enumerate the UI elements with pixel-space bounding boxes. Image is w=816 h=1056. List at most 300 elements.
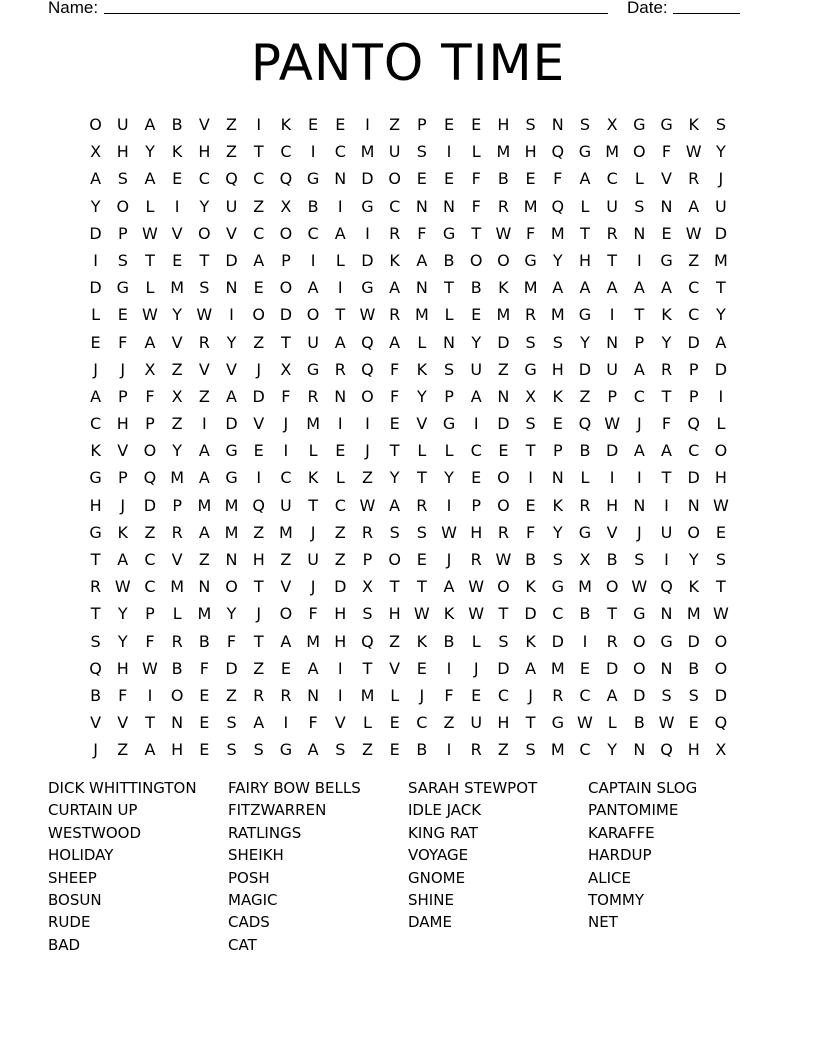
- grid-cell: O: [198, 223, 211, 243]
- grid-cell: M: [496, 142, 511, 162]
- grid-cell: C: [688, 305, 700, 325]
- word-list-item: BAD: [48, 935, 81, 954]
- grid-cell: K: [443, 604, 455, 624]
- grid-cell: D: [225, 414, 238, 434]
- grid-cell: V: [198, 115, 210, 134]
- grid-cell: E: [416, 658, 427, 678]
- grid-cell: X: [361, 577, 373, 597]
- grid-cell: T: [308, 495, 318, 515]
- grid-cell: U: [388, 142, 401, 162]
- grid-cell: G: [633, 115, 646, 134]
- grid-cell: I: [664, 495, 669, 515]
- grid-cell: J: [256, 604, 262, 624]
- grid-cell: Z: [579, 386, 591, 406]
- grid-cell: A: [606, 685, 618, 705]
- grid-cell: T: [145, 250, 155, 270]
- grid-cell: I: [256, 468, 262, 488]
- grid-cell: Y: [471, 332, 482, 352]
- grid-cell: Y: [688, 550, 699, 569]
- grid-cell: W: [468, 604, 485, 624]
- grid-cell: C: [579, 740, 591, 760]
- name-label: Name:: [48, 0, 99, 17]
- grid-cell: D: [279, 305, 293, 325]
- grid-cell: A: [144, 115, 156, 134]
- grid-cell: D: [687, 468, 700, 488]
- grid-cell: N: [307, 685, 320, 705]
- grid-cell: H: [578, 250, 591, 270]
- grid-cell: C: [144, 550, 156, 569]
- grid-cell: L: [91, 305, 101, 325]
- grid-cell: V: [171, 332, 183, 352]
- grid-cell: V: [171, 223, 183, 243]
- grid-cell: O: [687, 522, 701, 542]
- grid-cell: C: [606, 169, 618, 189]
- grid-cell: P: [552, 441, 563, 461]
- grid-cell: S: [416, 522, 427, 542]
- grid-cell: J: [365, 441, 370, 461]
- grid-cell: A: [90, 169, 102, 189]
- grid-cell: F: [471, 196, 481, 216]
- grid-cell: O: [497, 250, 510, 270]
- grid-cell: N: [633, 223, 646, 243]
- grid-cell: W: [413, 604, 430, 624]
- header: [0, 0, 816, 20]
- grid-cell: E: [172, 169, 183, 189]
- grid-cell: T: [90, 550, 101, 569]
- grid-cell: L: [607, 713, 617, 733]
- grid-cell: A: [715, 332, 727, 352]
- word-list-item: SARAH STEWPOT: [408, 779, 538, 797]
- grid-cell: S: [634, 550, 645, 569]
- grid-cell: W: [196, 305, 213, 325]
- grid-cell: K: [171, 142, 183, 162]
- grid-cell: F: [390, 359, 400, 379]
- grid-cell: H: [89, 495, 102, 515]
- grid-cell: Y: [226, 604, 237, 624]
- grid-cell: K: [498, 278, 509, 298]
- grid-cell: R: [525, 305, 537, 325]
- grid-cell: H: [606, 495, 619, 515]
- grid-cell: Z: [497, 359, 509, 379]
- grid-cell: T: [416, 577, 427, 597]
- grid-cell: Z: [198, 386, 210, 406]
- word-list-item: RUDE: [48, 913, 91, 932]
- grid-cell: E: [335, 441, 346, 461]
- grid-cell: K: [117, 522, 129, 542]
- grid-cell: T: [253, 631, 264, 651]
- grid-cell: L: [390, 685, 400, 705]
- grid-cell: H: [497, 115, 510, 134]
- grid-cell: U: [715, 196, 727, 216]
- grid-cell: W: [142, 305, 158, 325]
- grid-cell: D: [143, 495, 157, 515]
- grid-cell: I: [283, 441, 289, 461]
- grid-cell: H: [524, 142, 537, 162]
- grid-cell: X: [606, 115, 618, 134]
- grid-cell: Z: [334, 550, 346, 569]
- grid-cell: D: [605, 658, 619, 678]
- grid-cell: B: [688, 658, 700, 678]
- grid-cell: R: [280, 685, 292, 705]
- grid-cell: I: [664, 550, 669, 569]
- grid-cell: O: [633, 142, 646, 162]
- grid-cell: F: [308, 604, 318, 624]
- grid-cell: I: [229, 305, 234, 325]
- grid-cell: A: [389, 332, 401, 352]
- grid-cell: K: [525, 631, 536, 651]
- grid-cell: X: [280, 196, 292, 216]
- grid-cell: W: [495, 223, 512, 243]
- grid-cell: M: [523, 196, 538, 216]
- grid-cell: M: [170, 468, 185, 488]
- grid-cell: A: [661, 278, 672, 298]
- grid-cell: F: [471, 169, 481, 189]
- grid-cell: I: [365, 223, 370, 243]
- grid-cell: R: [606, 223, 618, 243]
- grid-cell: G: [578, 142, 592, 162]
- grid-cell: K: [90, 441, 101, 461]
- grid-cell: T: [362, 658, 373, 678]
- grid-cell: U: [225, 196, 238, 216]
- grid-cell: Q: [252, 495, 266, 515]
- grid-cell: C: [90, 414, 102, 434]
- grid-cell: V: [389, 658, 401, 678]
- grid-cell: M: [714, 250, 728, 270]
- grid-cell: A: [443, 577, 455, 597]
- grid-cell: A: [606, 278, 618, 298]
- grid-cell: I: [337, 414, 343, 434]
- grid-cell: P: [362, 550, 373, 569]
- grid-cell: T: [607, 604, 618, 624]
- grid-cell: D: [714, 685, 728, 705]
- word-list-item: BOSUN: [48, 890, 102, 909]
- grid-cell: A: [144, 332, 156, 352]
- grid-cell: O: [361, 386, 374, 406]
- grid-cell: T: [525, 713, 536, 733]
- grid-cell: R: [660, 359, 673, 379]
- grid-cell: M: [279, 522, 293, 542]
- grid-cell: M: [170, 577, 185, 597]
- grid-cell: H: [334, 631, 347, 651]
- grid-cell: C: [633, 386, 645, 406]
- grid-cell: N: [660, 604, 673, 624]
- grid-cell: J: [310, 522, 316, 542]
- grid-cell: A: [198, 441, 210, 461]
- grid-cell: Z: [334, 522, 346, 542]
- grid-cell: D: [361, 169, 374, 189]
- grid-cell: J: [93, 740, 98, 760]
- grid-cell: N: [415, 196, 428, 216]
- grid-cell: A: [334, 332, 346, 352]
- grid-cell: L: [417, 441, 427, 461]
- grid-cell: X: [525, 386, 537, 406]
- word-list-item: NET: [588, 913, 618, 932]
- grid-cell: D: [687, 631, 700, 651]
- grid-cell: A: [579, 169, 591, 189]
- grid-cell: P: [145, 414, 155, 434]
- grid-cell: E: [525, 495, 536, 515]
- grid-cell: R: [389, 223, 401, 243]
- grid-cell: L: [172, 604, 182, 624]
- grid-cell: V: [253, 414, 265, 434]
- grid-cell: J: [718, 169, 724, 189]
- grid-cell: P: [471, 495, 482, 515]
- grid-cell: C: [334, 495, 346, 515]
- grid-cell: D: [497, 414, 510, 434]
- grid-cell: W: [712, 495, 729, 515]
- grid-cell: O: [714, 658, 728, 678]
- grid-cell: E: [280, 658, 291, 678]
- grid-cell: C: [389, 196, 401, 216]
- grid-cell: S: [226, 740, 237, 760]
- grid-cell: U: [116, 115, 129, 134]
- grid-cell: F: [390, 386, 400, 406]
- grid-cell: Z: [117, 740, 129, 760]
- grid-cell: M: [550, 305, 565, 325]
- date-label: Date:: [627, 0, 668, 17]
- grid-cell: E: [90, 332, 101, 352]
- grid-cell: J: [636, 522, 642, 542]
- grid-cell: S: [389, 522, 400, 542]
- grid-cell: F: [145, 631, 155, 651]
- grid-cell: W: [631, 577, 648, 597]
- grid-cell: C: [334, 142, 346, 162]
- grid-cell: Q: [361, 631, 374, 651]
- word-list-item: CAT: [228, 935, 257, 954]
- grid-cell: R: [497, 522, 509, 542]
- grid-cell: E: [688, 713, 699, 733]
- grid-cell: A: [280, 631, 292, 651]
- grid-cell: R: [307, 386, 319, 406]
- grid-cell: T: [199, 250, 210, 270]
- grid-cell: A: [144, 169, 156, 189]
- grid-cell: V: [334, 713, 346, 733]
- grid-cell: O: [605, 577, 619, 597]
- grid-cell: M: [414, 305, 429, 325]
- grid-cell: N: [633, 740, 646, 760]
- grid-cell: S: [688, 685, 699, 705]
- grid-cell: S: [335, 740, 346, 760]
- grid-cell: A: [633, 441, 645, 461]
- grid-cell: M: [360, 142, 375, 162]
- grid-cell: V: [416, 414, 428, 434]
- grid-cell: W: [359, 305, 376, 325]
- grid-cell: P: [117, 468, 128, 488]
- grid-cell: C: [497, 685, 509, 705]
- grid-cell: X: [90, 142, 102, 162]
- grid-cell: Z: [497, 740, 509, 760]
- grid-cell: Q: [225, 169, 238, 189]
- grid-cell: W: [685, 223, 702, 243]
- grid-cell: E: [199, 740, 210, 760]
- grid-cell: E: [389, 740, 400, 760]
- grid-cell: Q: [714, 713, 728, 733]
- grid-cell: N: [225, 550, 238, 569]
- grid-cell: V: [606, 522, 618, 542]
- grid-cell: D: [605, 441, 619, 461]
- grid-cell: H: [388, 604, 401, 624]
- grid-cell: F: [525, 522, 536, 542]
- grid-cell: W: [604, 414, 621, 434]
- grid-cell: Y: [172, 305, 183, 325]
- grid-cell: I: [609, 305, 615, 325]
- grid-cell: O: [143, 441, 157, 461]
- grid-cell: K: [688, 115, 699, 134]
- grid-cell: E: [715, 522, 726, 542]
- grid-cell: S: [579, 115, 591, 134]
- grid-cell: M: [550, 740, 565, 760]
- grid-cell: O: [388, 169, 401, 189]
- grid-cell: E: [308, 115, 319, 134]
- grid-cell: A: [117, 550, 129, 569]
- page-title: PANTO TIME: [250, 34, 566, 92]
- grid-cell: C: [280, 468, 292, 488]
- grid-cell: M: [496, 305, 511, 325]
- grid-cell: C: [688, 278, 700, 298]
- grid-cell: S: [117, 250, 128, 270]
- grid-cell: J: [473, 658, 479, 678]
- grid-cell: N: [171, 713, 184, 733]
- grid-cell: D: [578, 359, 592, 379]
- grid-cell: E: [552, 414, 563, 434]
- grid-cell: B: [633, 713, 645, 733]
- grid-cell: N: [443, 196, 456, 216]
- grid-cell: S: [90, 631, 101, 651]
- grid-cell: T: [90, 604, 101, 624]
- grid-cell: I: [310, 142, 316, 162]
- grid-cell: N: [551, 115, 564, 134]
- grid-cell: Z: [253, 332, 265, 352]
- grid-cell: F: [281, 386, 291, 406]
- grid-cell: D: [524, 604, 537, 624]
- grid-cell: M: [224, 495, 239, 515]
- grid-cell: G: [551, 577, 564, 597]
- grid-cell: I: [636, 250, 642, 270]
- grid-cell: F: [417, 223, 427, 243]
- grid-cell: V: [90, 713, 102, 733]
- grid-cell: I: [636, 468, 642, 488]
- grid-cell: S: [715, 115, 726, 134]
- grid-cell: O: [497, 468, 510, 488]
- word-list: [48, 777, 788, 956]
- grid-cell: Y: [199, 196, 210, 216]
- grid-cell: Q: [361, 359, 374, 379]
- word-list-item: MAGIC: [228, 890, 278, 909]
- grid-cell: I: [473, 414, 479, 434]
- grid-cell: H: [334, 604, 347, 624]
- grid-cell: G: [660, 115, 673, 134]
- grid-cell: O: [279, 223, 293, 243]
- word-list-item: KARAFFE: [588, 823, 655, 842]
- grid-cell: C: [416, 713, 428, 733]
- grid-cell: V: [198, 359, 210, 379]
- grid-cell: C: [307, 223, 319, 243]
- grid-cell: H: [116, 414, 129, 434]
- grid-cell: U: [280, 495, 292, 515]
- grid-cell: E: [471, 305, 482, 325]
- grid-cell: J: [93, 359, 98, 379]
- grid-cell: X: [280, 359, 292, 379]
- grid-cell: F: [553, 169, 563, 189]
- grid-cell: O: [388, 550, 401, 569]
- grid-cell: M: [523, 278, 538, 298]
- grid-cell: Y: [117, 604, 128, 624]
- grid-cell: P: [281, 250, 291, 270]
- grid-cell: Z: [389, 115, 401, 134]
- grid-cell: U: [470, 359, 483, 379]
- grid-cell: S: [199, 278, 210, 298]
- grid-cell: R: [470, 740, 482, 760]
- grid-cell: B: [443, 631, 455, 651]
- grid-cell: P: [117, 223, 128, 243]
- grid-cell: V: [117, 441, 129, 461]
- grid-cell: W: [712, 604, 729, 624]
- grid-cell: I: [582, 631, 588, 651]
- grid-cell: C: [470, 441, 482, 461]
- grid-cell: B: [497, 169, 509, 189]
- grid-cell: S: [715, 550, 726, 569]
- word-list-item: SHEIKH: [228, 846, 284, 865]
- word-list-item: SHINE: [408, 890, 454, 909]
- grid-cell: Q: [551, 142, 565, 162]
- grid-cell: L: [444, 441, 454, 461]
- grid-cell: U: [307, 332, 319, 352]
- grid-cell: M: [224, 522, 239, 542]
- grid-cell: J: [283, 414, 289, 434]
- grid-cell: U: [307, 550, 319, 569]
- grid-cell: J: [446, 550, 452, 569]
- grid-cell: L: [716, 414, 726, 434]
- grid-cell: L: [471, 142, 481, 162]
- grid-cell: H: [714, 468, 727, 488]
- word-list-item: CURTAIN UP: [48, 801, 138, 820]
- grid-cell: E: [661, 223, 672, 243]
- grid-cell: E: [443, 115, 455, 134]
- grid-cell: M: [197, 495, 212, 515]
- grid-cell: D: [497, 332, 510, 352]
- grid-cell: Z: [171, 359, 183, 379]
- grid-cell: G: [361, 278, 374, 298]
- word-list-item: SHEEP: [48, 868, 97, 887]
- grid-cell: Y: [716, 142, 726, 162]
- grid-cell: Q: [361, 332, 374, 352]
- grid-cell: R: [470, 550, 482, 569]
- grid-cell: G: [660, 631, 673, 651]
- grid-cell: E: [253, 441, 264, 461]
- grid-cell: I: [528, 468, 533, 488]
- grid-cell: Y: [607, 740, 618, 760]
- grid-cell: K: [416, 631, 428, 651]
- grid-cell: B: [606, 550, 618, 569]
- grid-cell: S: [117, 169, 128, 189]
- grid-cell: I: [147, 685, 153, 705]
- word-list-item: KING RAT: [408, 823, 478, 842]
- grid-cell: F: [661, 414, 672, 434]
- grid-cell: S: [443, 359, 455, 379]
- grid-cell: A: [552, 278, 564, 298]
- grid-cell: D: [89, 223, 102, 243]
- grid-cell: Q: [578, 414, 592, 434]
- grid-cell: A: [334, 223, 346, 243]
- grid-cell: T: [525, 441, 536, 461]
- grid-cell: Q: [687, 414, 701, 434]
- grid-cell: G: [551, 713, 564, 733]
- grid-cell: C: [198, 169, 210, 189]
- grid-cell: G: [89, 522, 102, 542]
- grid-cell: V: [280, 577, 292, 597]
- grid-cell: O: [279, 278, 293, 298]
- grid-cell: N: [551, 468, 564, 488]
